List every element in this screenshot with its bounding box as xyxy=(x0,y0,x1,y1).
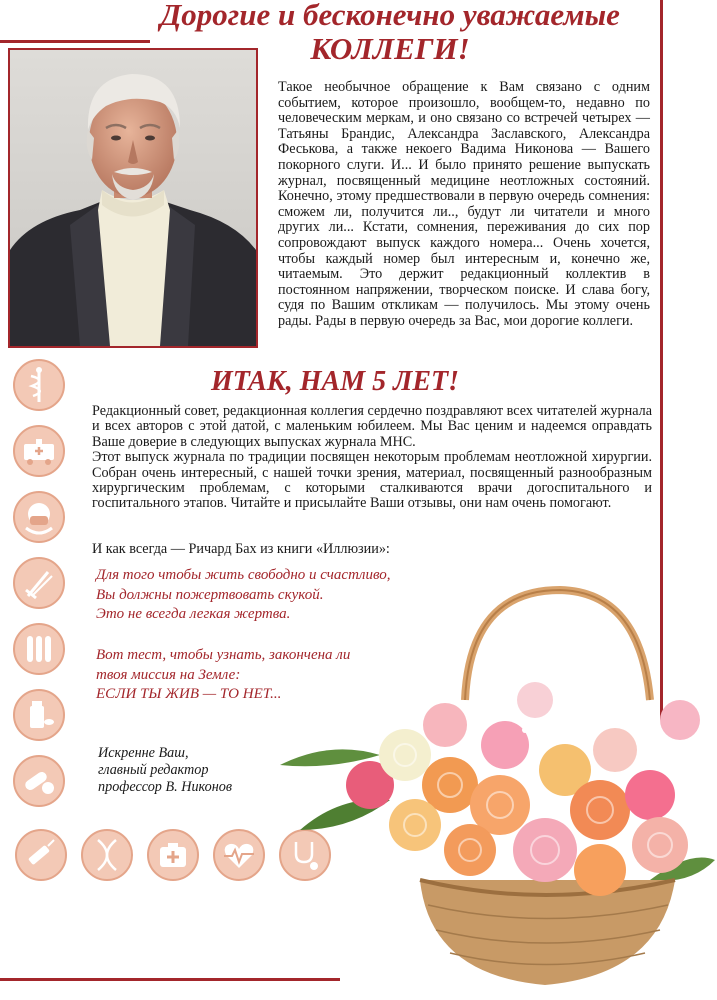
flower-basket-illustration xyxy=(270,580,717,1000)
pills-icon xyxy=(12,754,66,808)
portrait-illustration xyxy=(10,50,256,346)
dna-icon xyxy=(80,828,134,882)
quote-2-line-1: Вот тест, чтобы узнать, закончена ли xyxy=(96,647,351,663)
headline-line-1: Дорогие и бесконечно уважаемые xyxy=(160,0,620,32)
quote-2-line-3: ЕСЛИ ТЫ ЖИВ — ТО НЕТ... xyxy=(96,686,282,702)
syringe-icon xyxy=(14,828,68,882)
surgical-tools-icon xyxy=(12,556,66,610)
quote-1-line-2: Вы должны пожертвовать скукой. xyxy=(96,586,324,603)
quote-1-line-1: Для того чтобы жить свободно и счастливо, xyxy=(96,567,391,583)
intro-paragraph: Такое необычное обращение к Вам связано с одним событием, которое произошло, вообщем-то, недавно по человеческим меркам, и оно связано со встречей четырех — Татьяны Брандис, Александра Заславского, Александра Феськова, а также некоего Вадима Никонова — Вашего покорного слуги. И... И было принято решение выпускать журнал, посвященный медицине неотложных состояний. Конечно, этому предшествовали в первую очередь сомнения: сможем ли, получится ли.., будут ли читатели и много других ли... Кстати, сомнения, переживания до сих пор сопровождают выпуск каждого номера... Очень хочется, чтобы каждый номер был интересным и, конечно же, читаемым. Это держит редакционный коллектив в постоянном напряжении, творческом поиске. И слава богу, судя по Вашим откликам — получилось. Мы этому очень рады. Рады в первую очередь за Вас, мои дорогие коллеги. xyxy=(278,79,650,329)
quote-intro: И как всегда — Ричард Бах из книги «Иллюзии»: xyxy=(92,541,390,557)
congratulations-text xyxy=(92,404,652,512)
headline-line-2: КОЛЛЕГИ! xyxy=(310,31,470,66)
ambulance-icon xyxy=(12,424,66,478)
signature-line-3: профессор В. Никонов xyxy=(98,779,233,795)
anniversary-heading: ИТАК, НАМ 5 ЛЕТ! xyxy=(210,366,460,397)
medicine-bottle-icon xyxy=(12,688,66,742)
signature-line-2: главный редактор xyxy=(98,762,209,778)
quote-2-line-2: твоя миссия на Земле: xyxy=(96,666,241,683)
signature xyxy=(98,745,232,796)
congratulations-paragraph-1: Редакционный совет, редакционная коллегия сердечно поздравляют всех читателей журнала и всех авторов с этой датой, с маленьким юбилеем. Мы Вас ценим и надеемся оправдать Ваше доверие в следующих выпусках журнала МНС. xyxy=(92,403,652,450)
quote-1-line-3: Это не всегда легкая жертва. xyxy=(96,606,291,622)
surgeon-mask-icon xyxy=(12,490,66,544)
signature-line-1: Искренне Ваш, xyxy=(98,745,189,761)
congratulations-paragraph-2: Этот выпуск журнала по традиции посвящен некоторым проблемам неотложной хирургии. Собран очень интересный, с нашей точки зрения, материал, посвященный разнообразным хирургическим проблемам, с которыми сталкиваются врачи догоспитального и госпитального этапов. Читайте и присылайте Ваши отзывы, они нам очень помогают. xyxy=(92,449,652,512)
first-aid-kit-icon xyxy=(146,828,200,882)
heartbeat-icon xyxy=(212,828,266,882)
editor-portrait-photo xyxy=(8,48,258,348)
caduceus-icon xyxy=(12,358,66,412)
test-tubes-icon xyxy=(12,622,66,676)
